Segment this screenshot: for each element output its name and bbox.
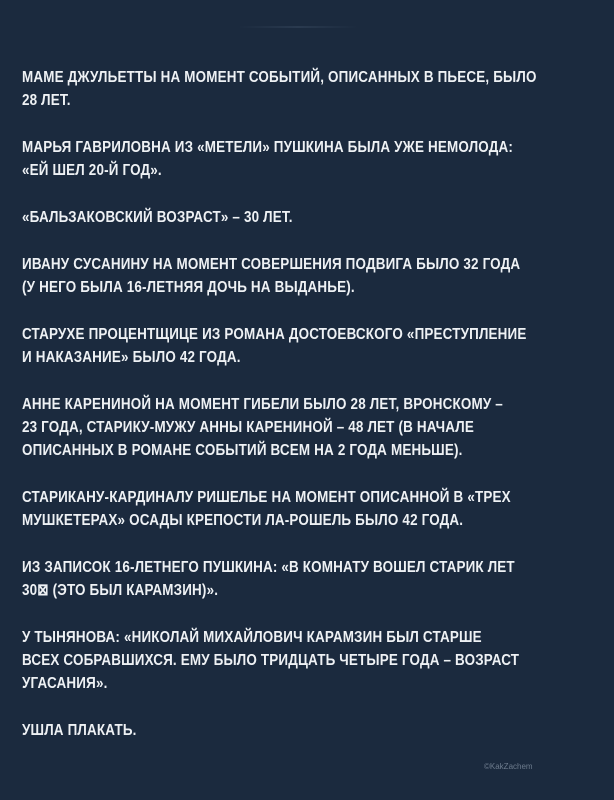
text-line: АННЕ КАРЕНИНОЙ НА МОМЕНТ ГИБЕЛИ БЫЛО 28 ЛЕТ, ВРОНСКОМУ – [22,396,503,413]
text-line: СТАРИКАНУ-КАРДИНАЛУ РИШЕЛЬЕ НА МОМЕНТ ОПИСАННОЙ В «ТРЕХ [22,489,511,506]
paragraph [22,253,602,299]
paragraph [22,719,602,742]
text-line: «БАЛЬЗАКОВСКИЙ ВОЗРАСТ» – 30 ЛЕТ. [22,209,293,226]
paragraph [22,486,602,532]
text-line: 23 ГОДА, СТАРИКУ-МУЖУ АННЫ КАРЕНИНОЙ – 48 ЛЕТ (В НАЧАЛЕ [22,419,474,436]
paragraph [22,206,602,229]
text-line: ОПИСАННЫХ В РОМАНЕ СОБЫТИЙ ВСЕМ НА 2 ГОДА МЕНЬШЕ). [22,442,463,459]
text-line: 28 ЛЕТ. [22,92,71,109]
watermark: ©KakZachem [484,762,533,771]
text-line: УГАСАНИЯ». [22,675,108,692]
text-line: 30⊠ (ЭТО БЫЛ КАРАМЗИН)». [22,582,219,599]
text-line: УШЛА ПЛАКАТЬ. [22,722,137,739]
text-line: (У НЕГО БЫЛА 16-ЛЕТНЯЯ ДОЧЬ НА ВЫДАНЬЕ). [22,279,355,296]
text-line: ИВАНУ СУСАНИНУ НА МОМЕНТ СОВЕРШЕНИЯ ПОДВИГА БЫЛО 32 ГОДА [22,256,521,273]
paragraph [22,66,602,112]
paragraph [22,323,602,369]
text-line: МАРЬЯ ГАВРИЛОВНА ИЗ «МЕТЕЛИ» ПУШКИНА БЫЛА УЖЕ НЕМОЛОДА: [22,139,513,156]
paragraph [22,136,602,182]
text-line: ИЗ ЗАПИСОК 16-ЛЕТНЕГО ПУШКИНА: «В КОМНАТУ ВОШЕЛ СТАРИК ЛЕТ [22,559,515,576]
text-line: СТАРУХЕ ПРОЦЕНТЩИЦЕ ИЗ РОМАНА ДОСТОЕВСКОГО «ПРЕСТУПЛЕНИЕ [22,326,527,343]
paragraph [22,556,602,602]
text-line: «ЕЙ ШЕЛ 20-Й ГОД». [22,162,162,179]
top-decoration [238,26,358,28]
text-line: МУШКЕТЕРАХ» ОСАДЫ КРЕПОСТИ ЛА-РОШЕЛЬ БЫЛО 42 ГОДА. [22,512,464,529]
text-line: МАМЕ ДЖУЛЬЕТТЫ НА МОМЕНТ СОБЫТИЙ, ОПИСАННЫХ В ПЬЕСЕ, БЫЛО [22,69,537,86]
text-line: И НАКАЗАНИЕ» БЫЛО 42 ГОДА. [22,349,241,366]
text-line: У ТЫНЯНОВА: «НИКОЛАЙ МИХАЙЛОВИЧ КАРАМЗИН БЫЛ СТАРШЕ [22,629,482,646]
paragraph [22,626,602,695]
text-body [22,66,602,766]
paragraph [22,393,602,462]
text-line: ВСЕХ СОБРАВШИХСЯ. ЕМУ БЫЛО ТРИДЦАТЬ ЧЕТЫРЕ ГОДА – ВОЗРАСТ [22,652,520,669]
